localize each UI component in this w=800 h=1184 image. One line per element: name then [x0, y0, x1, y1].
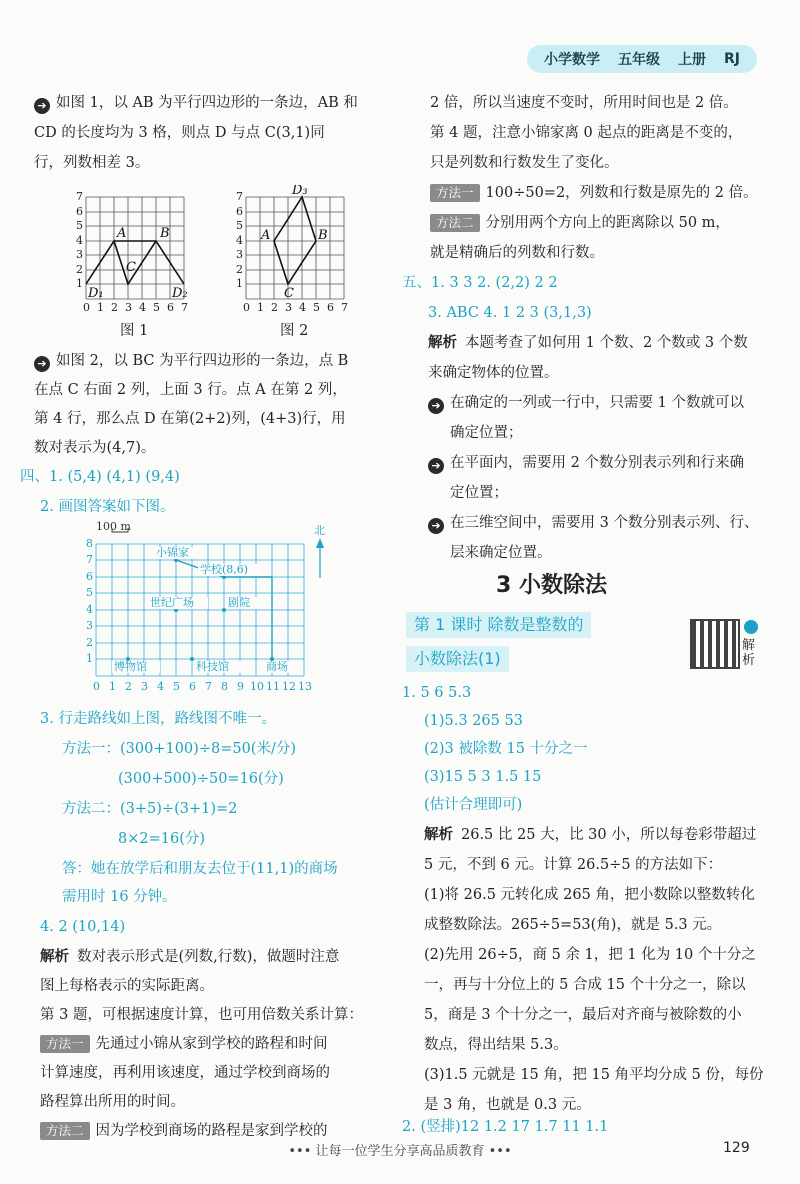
- bullet-1-line2: 确定位置；: [450, 425, 523, 441]
- svg-text:7: 7: [205, 680, 212, 693]
- lesson-analysis-line8: 数点，得出结果 5.3。: [424, 1037, 568, 1053]
- figure-2: [228, 185, 358, 325]
- method-2-line2: 8×2=16(分): [118, 831, 206, 847]
- right-r2-line2: 只是列数和行数发生了变化。: [430, 155, 619, 171]
- label-d3: D₃: [292, 185, 308, 198]
- x-tick: 2: [111, 301, 118, 314]
- right-analysis-line2: 来确定物体的位置。: [428, 365, 559, 381]
- x-tick: 6: [327, 301, 334, 314]
- section-4-q1: 四、1. (5,4) (4,1) (9,4): [20, 469, 180, 485]
- left-p2-line1: ➔ 如图 2，以 BC 为平行四边形的一条边，点 B: [34, 346, 348, 376]
- method-tag: 方法二: [430, 214, 480, 232]
- arrow-icon: ➔: [428, 458, 444, 474]
- figure-1: [68, 185, 198, 325]
- lesson-q2: 2. (竖排)12 1.2 17 1.7 11 1.1: [402, 1119, 609, 1135]
- svg-text:0: 0: [93, 680, 100, 693]
- section-5-q3: 3. ABC 4. 1 2 3 (3,1,3): [428, 305, 592, 321]
- north-label: 北: [314, 524, 325, 537]
- y-tick: 5: [76, 219, 83, 232]
- place-theater: 剧院: [228, 596, 250, 609]
- answer-line2: 需用时 16 分钟。: [62, 889, 177, 905]
- x-tick: 5: [313, 301, 320, 314]
- lesson-q1c: (3)15 5 3 1.5 15: [424, 769, 542, 785]
- lesson-analysis-line9: (3)1.5 元就是 15 角，把 15 角平均分成 5 份，每份: [424, 1067, 764, 1083]
- svg-text:4: 4: [157, 680, 164, 693]
- lesson-analysis-line5: (2)先用 26÷5，商 5 余 1，把 1 化为 10 个十分之: [424, 947, 756, 963]
- header-term: 上册: [678, 52, 706, 68]
- analysis-line1: 解析 数对表示形式是(列数,行数)，做题时注意: [40, 949, 340, 965]
- analysis-method1-line1: 方法一 先通过小锦从家到学校的路程和时间: [40, 1029, 328, 1059]
- map-scale: 100 m: [96, 520, 131, 533]
- left-p1-line1: ➔ 如图 1，以 AB 为平行四边形的一条边，AB 和: [34, 88, 358, 118]
- figure-1-caption: 图 1: [120, 323, 149, 339]
- y-tick: 3: [236, 248, 243, 261]
- method-2-line1: 方法二：(3+5)÷(3+1)=2: [62, 801, 238, 817]
- method-tag: 方法一: [40, 1035, 90, 1053]
- label-a: A: [261, 228, 271, 243]
- x-tick: 6: [167, 301, 174, 314]
- lesson-analysis-line10: 是 3 角，也就是 0.3 元。: [424, 1097, 591, 1113]
- right-r3: 方法一 100÷50=2，列数和行数是原先的 2 倍。: [430, 178, 758, 208]
- right-r2-line1: 第 4 题，注意小锦家离 0 起点的距离是不变的，: [430, 125, 743, 141]
- lesson-q1: 1. 5 6 5.3: [402, 685, 472, 701]
- y-tick: 5: [236, 219, 243, 232]
- y-tick: 4: [236, 234, 243, 247]
- place-plaza: 世纪广场: [150, 596, 194, 609]
- x-tick: 2: [271, 301, 278, 314]
- label-d2: D₂: [172, 286, 188, 301]
- svg-text:4: 4: [86, 603, 93, 616]
- label-b: B: [160, 226, 170, 241]
- figure-2-caption: 图 2: [280, 323, 309, 339]
- x-tick: 4: [299, 301, 306, 314]
- answer-line1: 答：她在放学后和朋友去位于(11,1)的商场: [62, 861, 338, 877]
- svg-text:8: 8: [86, 537, 93, 550]
- svg-text:10: 10: [250, 680, 264, 693]
- analysis-label: 解析: [424, 827, 453, 843]
- place-tech: 科技馆: [196, 660, 229, 673]
- left-p1-line3: 行，列数相差 3。: [34, 155, 150, 171]
- svg-text:2: 2: [86, 636, 93, 649]
- page-number: 129: [723, 1140, 750, 1156]
- method-tag: 方法一: [430, 184, 480, 202]
- lesson-q1b: (2)3 被除数 15 十分之一: [424, 741, 588, 757]
- y-tick: 3: [76, 248, 83, 261]
- left-p1-line2: CD 的长度均为 3 格，则点 D 与点 C(3,1)同: [34, 125, 325, 141]
- x-tick: 4: [139, 301, 146, 314]
- lesson-analysis-line7: 5，商是 3 个十分之一，最后对齐商与被除数的小: [424, 1007, 742, 1023]
- analysis-label: 解析: [40, 949, 69, 965]
- label-b: B: [318, 228, 328, 243]
- place-mall: 商场: [266, 660, 288, 673]
- x-tick: 5: [153, 301, 160, 314]
- footer-slogan: ••• 让每一位学生分享高品质教育 •••: [288, 1144, 512, 1159]
- y-tick: 2: [236, 263, 243, 276]
- x-tick: 0: [83, 301, 90, 314]
- arrow-icon: ➔: [428, 518, 444, 534]
- right-r4-line2: 就是精确后的列数和行数。: [430, 245, 604, 261]
- svg-text:6: 6: [189, 680, 196, 693]
- section-4-q4: 4. 2 (10,14): [40, 919, 126, 935]
- svg-text:8: 8: [221, 680, 228, 693]
- method-tag: 方法二: [40, 1122, 90, 1140]
- x-tick: 7: [341, 301, 348, 314]
- analysis-line3: 第 3 题，可根据速度计算，也可用倍数关系计算：: [40, 1007, 363, 1023]
- qr-code-icon[interactable]: [690, 619, 740, 669]
- arrow-icon: ➔: [428, 398, 444, 414]
- chapter-title: 3 小数除法: [496, 573, 607, 598]
- lesson-analysis-line2: 5 元，不到 6 元。计算 26.5÷5 的方法如下：: [424, 857, 723, 873]
- svg-text:1: 1: [109, 680, 116, 693]
- play-icon: [744, 620, 758, 634]
- lesson-title-line2: 小数除法(1): [406, 646, 509, 672]
- section-5-q1: 五、1. 3 3 2. (2,2) 2 2: [402, 275, 558, 291]
- svg-text:5: 5: [86, 586, 93, 599]
- left-p2-line3: 第 4 行，那么点 D 在第(2+2)列，(4+3)行，用: [34, 411, 346, 427]
- header-grade: 五年级: [618, 52, 660, 68]
- y-tick: 6: [76, 205, 83, 218]
- analysis-method2-line1: 方法二 因为学校到商场的路程是家到学校的: [40, 1116, 328, 1146]
- left-p2-line2: 在点 C 右面 2 列，上面 3 行。点 A 在第 2 列，: [34, 382, 347, 398]
- svg-text:3: 3: [86, 619, 93, 632]
- bullet-1-line1: ➔ 在确定的一列或一行中，只需要 1 个数就可以: [428, 388, 744, 418]
- y-tick: 1: [76, 277, 83, 290]
- place-school: 学校(8,6): [200, 563, 249, 576]
- svg-text:2: 2: [125, 680, 132, 693]
- svg-text:12: 12: [282, 680, 296, 693]
- method-1-line2: (300+500)÷50=16(分): [118, 771, 284, 787]
- qr-label: 解析: [742, 638, 756, 668]
- place-museum: 博物馆: [114, 660, 147, 673]
- place-home: 小锦家: [156, 546, 189, 559]
- svg-text:3: 3: [141, 680, 148, 693]
- right-r4-line1: 方法二 分别用两个方向上的距离除以 50 m，: [430, 208, 730, 238]
- analysis-label: 解析: [428, 335, 457, 351]
- lesson-analysis-line1: 解析 26.5 比 25 大，比 30 小，所以每卷彩带超过: [424, 827, 757, 843]
- section-4-q2: 2. 画图答案如下图。: [40, 499, 175, 515]
- lesson-analysis-line4: 成整数除法。265÷5=53(角)，就是 5.3 元。: [424, 917, 722, 933]
- bullet-3-line2: 层来确定位置。: [450, 545, 552, 561]
- svg-text:11: 11: [266, 680, 280, 693]
- arrow-icon: ➔: [34, 98, 50, 114]
- x-tick: 7: [181, 301, 188, 314]
- section-4-q3: 3. 行走路线如上图，路线图不唯一。: [40, 711, 276, 727]
- lesson-analysis-line6: 一，再与十分位上的 5 合成 15 个十分之一，除以: [424, 977, 746, 993]
- bullet-3-line1: ➔ 在三维空间中，需要用 3 个数分别表示列、行、: [428, 508, 758, 538]
- x-tick: 3: [285, 301, 292, 314]
- label-c: C: [284, 286, 294, 301]
- right-column: [400, 0, 800, 1184]
- lesson-analysis-line3: (1)将 26.5 元转化成 265 角，把小数除以整数转化: [424, 887, 755, 903]
- left-p2-line4: 数对表示为(4,7)。: [34, 440, 156, 456]
- bullet-2-line2: 定位置；: [450, 485, 508, 501]
- svg-text:13: 13: [298, 680, 312, 693]
- svg-text:9: 9: [237, 680, 244, 693]
- label-d1: D₁: [88, 286, 104, 301]
- x-tick: 0: [243, 301, 250, 314]
- right-analysis-line1: 解析 本题考查了如何用 1 个数、2 个数或 3 个数: [428, 335, 748, 351]
- north-arrow-icon: [316, 538, 324, 548]
- analysis-method1-line3: 路程算出所用的时间。: [40, 1094, 185, 1110]
- label-a: A: [117, 226, 127, 241]
- y-tick: 2: [76, 263, 83, 276]
- y-tick: 4: [76, 234, 83, 247]
- svg-text:6: 6: [86, 570, 93, 583]
- svg-text:1: 1: [86, 652, 93, 665]
- svg-text:7: 7: [86, 553, 93, 566]
- y-tick: 7: [236, 190, 243, 203]
- analysis-line2: 图上每格表示的实际距离。: [40, 978, 214, 994]
- bullet-2-line1: ➔ 在平面内，需要用 2 个数分别表示列和行来确: [428, 448, 744, 478]
- x-tick: 1: [257, 301, 264, 314]
- right-r1: 2 倍，所以当速度不变时，所用时间也是 2 倍。: [430, 95, 738, 111]
- analysis-method1-line2: 计算速度，再利用该速度，通过学校到商场的: [40, 1065, 330, 1081]
- y-tick: 6: [236, 205, 243, 218]
- y-tick: 7: [76, 190, 83, 203]
- svg-text:5: 5: [173, 680, 180, 693]
- x-tick: 3: [125, 301, 132, 314]
- lesson-q1d: (估计合理即可): [424, 797, 523, 813]
- lesson-q1a: (1)5.3 265 53: [424, 713, 523, 729]
- label-c: C: [126, 260, 136, 275]
- arrow-icon: ➔: [34, 356, 50, 372]
- header-subject: 小学数学: [544, 52, 600, 68]
- method-1-line1: 方法一：(300+100)÷8=50(米/分): [62, 741, 296, 757]
- x-tick: 1: [97, 301, 104, 314]
- route-map: [80, 518, 340, 698]
- y-tick: 1: [236, 277, 243, 290]
- lesson-title-line1: 第 1 课时 除数是整数的: [406, 612, 591, 638]
- header-edition: RJ: [724, 51, 740, 67]
